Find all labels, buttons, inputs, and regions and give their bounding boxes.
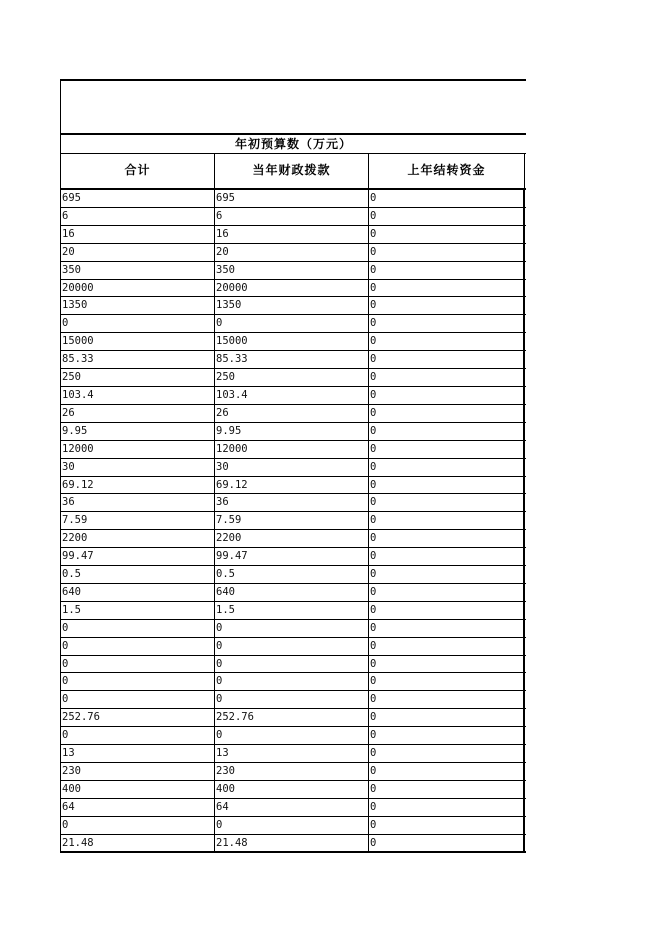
cell-total: 15000 (60, 333, 215, 350)
cell-current-year-appropriation: 1.5 (214, 602, 369, 619)
cell-total: 0 (60, 673, 215, 690)
table-row (60, 781, 526, 799)
cell-total: 400 (60, 781, 215, 798)
cell-current-year-appropriation: 0 (214, 673, 369, 690)
column-header-current-year-appropriation: 当年财政拨款 (214, 154, 369, 188)
table-row (60, 530, 526, 548)
cell-current-year-appropriation: 99.47 (214, 548, 369, 565)
cell-prior-year-carryover: 0 (368, 673, 525, 690)
cell-prior-year-carryover: 0 (368, 423, 525, 440)
cell-total: 695 (60, 190, 215, 207)
cell-total: 20000 (60, 280, 215, 297)
cell-prior-year-carryover: 0 (368, 459, 525, 476)
cell-total: 36 (60, 494, 215, 511)
cell-prior-year-carryover: 0 (368, 566, 525, 583)
cell-prior-year-carryover: 0 (368, 602, 525, 619)
cell-current-year-appropriation: 13 (214, 745, 369, 762)
cell-prior-year-carryover: 0 (368, 817, 525, 834)
cell-current-year-appropriation: 20000 (214, 280, 369, 297)
table-row (60, 208, 526, 226)
cell-current-year-appropriation: 2200 (214, 530, 369, 547)
table-row (60, 709, 526, 727)
table-row (60, 441, 526, 459)
table-row (60, 638, 526, 656)
cell-total: 640 (60, 584, 215, 601)
table-row (60, 297, 526, 315)
cell-total: 350 (60, 262, 215, 279)
table-row (60, 548, 526, 566)
cell-current-year-appropriation: 350 (214, 262, 369, 279)
cell-prior-year-carryover: 0 (368, 548, 525, 565)
group-header: 年初预算数（万元） (60, 133, 526, 153)
cell-prior-year-carryover: 0 (368, 190, 525, 207)
cell-current-year-appropriation: 0 (214, 656, 369, 673)
cell-current-year-appropriation: 15000 (214, 333, 369, 350)
title-area (60, 79, 526, 133)
table-row (60, 512, 526, 530)
cell-prior-year-carryover: 0 (368, 369, 525, 386)
cell-total: 30 (60, 459, 215, 476)
table-row (60, 656, 526, 674)
cell-total: 7.59 (60, 512, 215, 529)
table-row (60, 387, 526, 405)
cell-current-year-appropriation: 16 (214, 226, 369, 243)
cell-prior-year-carryover: 0 (368, 262, 525, 279)
cell-current-year-appropriation: 64 (214, 799, 369, 816)
cell-current-year-appropriation: 1350 (214, 297, 369, 314)
table-row (60, 727, 526, 745)
table-body (60, 188, 526, 853)
cell-prior-year-carryover: 0 (368, 835, 525, 851)
cell-current-year-appropriation: 26 (214, 405, 369, 422)
cell-prior-year-carryover: 0 (368, 315, 525, 332)
cell-current-year-appropriation: 0 (214, 817, 369, 834)
table-row (60, 244, 526, 262)
cell-total: 85.33 (60, 351, 215, 368)
cell-prior-year-carryover: 0 (368, 297, 525, 314)
cell-total: 0 (60, 727, 215, 744)
cell-prior-year-carryover: 0 (368, 656, 525, 673)
cell-current-year-appropriation: 0 (214, 315, 369, 332)
cell-current-year-appropriation: 6 (214, 208, 369, 225)
cell-current-year-appropriation: 36 (214, 494, 369, 511)
table-row (60, 333, 526, 351)
cell-current-year-appropriation: 0 (214, 638, 369, 655)
table-row (60, 691, 526, 709)
column-header-total: 合计 (60, 154, 215, 188)
table-row (60, 190, 526, 208)
cell-total: 20 (60, 244, 215, 261)
cell-current-year-appropriation: 0.5 (214, 566, 369, 583)
cell-prior-year-carryover: 0 (368, 709, 525, 726)
cell-current-year-appropriation: 21.48 (214, 835, 369, 851)
cell-total: 1350 (60, 297, 215, 314)
table-row (60, 602, 526, 620)
cell-prior-year-carryover: 0 (368, 638, 525, 655)
table-row (60, 673, 526, 691)
cell-prior-year-carryover: 0 (368, 333, 525, 350)
cell-total: 26 (60, 405, 215, 422)
cell-total: 13 (60, 745, 215, 762)
cell-current-year-appropriation: 103.4 (214, 387, 369, 404)
cell-total: 1.5 (60, 602, 215, 619)
cell-prior-year-carryover: 0 (368, 530, 525, 547)
cell-current-year-appropriation: 640 (214, 584, 369, 601)
cell-prior-year-carryover: 0 (368, 763, 525, 780)
table-row (60, 494, 526, 512)
cell-current-year-appropriation: 252.76 (214, 709, 369, 726)
cell-total: 21.48 (60, 835, 215, 851)
cell-prior-year-carryover: 0 (368, 280, 525, 297)
table-row (60, 369, 526, 387)
cell-prior-year-carryover: 0 (368, 477, 525, 494)
cell-total: 99.47 (60, 548, 215, 565)
cell-total: 0.5 (60, 566, 215, 583)
cell-current-year-appropriation: 0 (214, 727, 369, 744)
cell-current-year-appropriation: 69.12 (214, 477, 369, 494)
table-row (60, 280, 526, 298)
cell-total: 69.12 (60, 477, 215, 494)
column-header-prior-year-carryover: 上年结转资金 (368, 154, 525, 188)
cell-current-year-appropriation: 7.59 (214, 512, 369, 529)
cell-current-year-appropriation: 20 (214, 244, 369, 261)
cell-prior-year-carryover: 0 (368, 494, 525, 511)
table-row (60, 745, 526, 763)
table-row (60, 423, 526, 441)
cell-total: 250 (60, 369, 215, 386)
cell-prior-year-carryover: 0 (368, 244, 525, 261)
cell-current-year-appropriation: 30 (214, 459, 369, 476)
table-row (60, 835, 526, 853)
table-row (60, 763, 526, 781)
cell-current-year-appropriation: 695 (214, 190, 369, 207)
cell-prior-year-carryover: 0 (368, 351, 525, 368)
table-row (60, 262, 526, 280)
cell-total: 0 (60, 620, 215, 637)
table-row (60, 315, 526, 333)
cell-current-year-appropriation: 12000 (214, 441, 369, 458)
table-row (60, 817, 526, 835)
cell-current-year-appropriation: 9.95 (214, 423, 369, 440)
cell-prior-year-carryover: 0 (368, 387, 525, 404)
table-row (60, 799, 526, 817)
cell-total: 9.95 (60, 423, 215, 440)
budget-table (60, 79, 526, 853)
cell-prior-year-carryover: 0 (368, 745, 525, 762)
cell-prior-year-carryover: 0 (368, 727, 525, 744)
cell-current-year-appropriation: 400 (214, 781, 369, 798)
cell-prior-year-carryover: 0 (368, 512, 525, 529)
table-row (60, 584, 526, 602)
table-row (60, 226, 526, 244)
cell-current-year-appropriation: 230 (214, 763, 369, 780)
cell-total: 6 (60, 208, 215, 225)
cell-total: 0 (60, 315, 215, 332)
cell-prior-year-carryover: 0 (368, 584, 525, 601)
cell-current-year-appropriation: 85.33 (214, 351, 369, 368)
table-row (60, 405, 526, 423)
cell-total: 230 (60, 763, 215, 780)
cell-total: 12000 (60, 441, 215, 458)
cell-total: 0 (60, 691, 215, 708)
cell-total: 64 (60, 799, 215, 816)
cell-current-year-appropriation: 250 (214, 369, 369, 386)
cell-prior-year-carryover: 0 (368, 226, 525, 243)
table-row (60, 620, 526, 638)
cell-prior-year-carryover: 0 (368, 799, 525, 816)
cell-current-year-appropriation: 0 (214, 620, 369, 637)
table-row (60, 477, 526, 495)
cell-prior-year-carryover: 0 (368, 208, 525, 225)
cell-prior-year-carryover: 0 (368, 620, 525, 637)
cell-total: 252.76 (60, 709, 215, 726)
table-row (60, 351, 526, 369)
table-row (60, 459, 526, 477)
cell-current-year-appropriation: 0 (214, 691, 369, 708)
cell-total: 0 (60, 817, 215, 834)
column-header-row (60, 153, 526, 188)
cell-prior-year-carryover: 0 (368, 691, 525, 708)
cell-total: 0 (60, 656, 215, 673)
cell-total: 2200 (60, 530, 215, 547)
cell-prior-year-carryover: 0 (368, 781, 525, 798)
table-row (60, 566, 526, 584)
cell-total: 0 (60, 638, 215, 655)
cell-prior-year-carryover: 0 (368, 441, 525, 458)
cell-total: 16 (60, 226, 215, 243)
cell-prior-year-carryover: 0 (368, 405, 525, 422)
cell-total: 103.4 (60, 387, 215, 404)
